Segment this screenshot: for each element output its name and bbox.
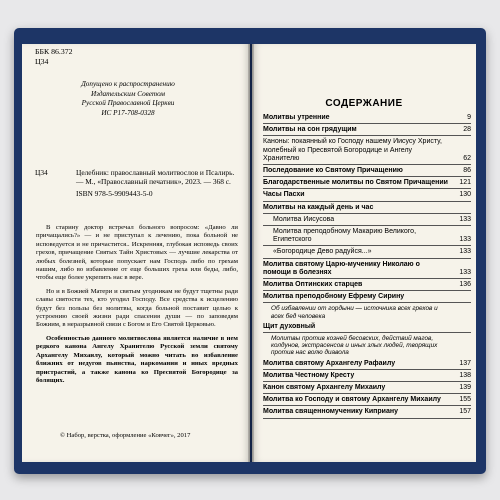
toc-entry-page: 139	[459, 384, 471, 392]
toc-entry-title: Молитвы утренние	[263, 114, 330, 121]
toc-entry-page: 28	[463, 126, 471, 134]
toc-entry-page: 138	[459, 371, 471, 379]
toc-entry-title: Благодарственные молитвы по Святом Причащении	[263, 179, 448, 187]
toc-entry	[263, 226, 471, 246]
bibliographic-record	[76, 168, 236, 198]
toc-entry-page: 133	[459, 236, 471, 244]
toc-entry	[263, 382, 471, 394]
toc-entry-title: Молитва преподобному Макарию Великого, Египетского	[273, 228, 417, 244]
paragraph: Но и в Божией Матери и святым угодникам не будут тщетны ради славы святости тех, кто угодил Господу. Все средства к исцелению будут без пользы без молитвы, когда больной поставит целью к устроению своей жизни ради спасения души — по заповедям Божиим, в неразрывной связи с Богом и Его Святой Церковью.	[36, 287, 238, 329]
toc-entry-title: Молитва Оптинских старцев	[263, 281, 363, 289]
toc-entry	[263, 406, 471, 418]
toc-entry-page: 136	[459, 281, 471, 289]
toc-entry-page: 133	[459, 215, 471, 223]
toc-entry-title: Щит духовный	[263, 322, 316, 330]
toc-entry	[263, 303, 471, 320]
toc-entry-page: 62	[463, 154, 471, 162]
toc-entry-title: Молитва священномученику Киприану	[263, 408, 398, 416]
toc-entry	[263, 214, 471, 226]
toc-entry	[263, 394, 471, 406]
intro-text	[36, 224, 238, 390]
toc-entry	[263, 189, 471, 201]
toc-entry-title: Часы Пасхи	[263, 191, 305, 199]
toc-entry	[263, 177, 471, 189]
toc-entry	[263, 136, 471, 165]
toc-entry	[263, 124, 471, 136]
toc-entry-title: «Богородице Дево радуйся...»	[273, 248, 372, 256]
bold-paragraph: Особенностью данного молитвослова является наличие в нем редкого канона Ангелу Хранителю Русской земли святому Архангелу Михаилу, который можно читать во избавление ближних от недугов пьянства, наркомании и иных вредных пристрастий, а также канона ко Пресвятой Богородице за болящих.	[36, 334, 238, 384]
catalog-code: Ц34	[35, 57, 49, 66]
toc-entry-title: Об избавлении от гордыни — источника всех грехов и всех бед человека	[271, 305, 438, 320]
toc-entry-title: Молитва святому Царю-мученику Николаю о помощи в болезнях	[263, 260, 420, 276]
toc-entry-title: Молитва Иисусова	[273, 215, 335, 223]
toc-entry-page: 155	[459, 396, 471, 404]
toc-entry-title: Молитва ко Господу и святому Архангелу Михаилу	[263, 396, 441, 404]
toc-entry-title: Последование ко Святому Причащению	[263, 167, 403, 175]
toc-entry	[263, 246, 471, 258]
toc-entry-page: 133	[459, 268, 471, 276]
toc-entry	[263, 358, 471, 370]
toc-entry-title: Молитва преподобному Ефрему Сирину	[263, 293, 405, 301]
toc-entry-title: Молитва святому Архангелу Рафаилу	[263, 359, 396, 367]
toc-entry-title: Молитва Честному Кресту	[263, 371, 355, 379]
bbk-code: ББК 86.372	[35, 47, 73, 56]
toc-entry-title: Молитвы против козней бесовских, действий магов, колдунов, экстрасенсов и иных злых людей, творящих против нас волю диавола	[271, 335, 438, 357]
toc-entry-page: 157	[459, 408, 471, 416]
approval-line: Русской Православной Церкви	[81, 99, 175, 108]
bib-text: Целебник: православный молитвослов и Псалирь. — М., «Православный печатник», 2023. — 368 с.	[76, 168, 235, 187]
toc-title: СОДЕРЖАНИЕ	[325, 98, 403, 109]
bbk-block	[35, 47, 73, 67]
toc-entry-title: Молитвы на сон грядущим	[263, 126, 357, 134]
toc-entry	[263, 279, 471, 291]
toc-entry-page: 86	[463, 167, 471, 175]
toc-entry-title: Молитвы на каждый день и час	[263, 203, 374, 211]
toc-entry-page: 130	[459, 191, 471, 199]
toc-entry-title: Канон святому Архангелу Михаилу	[263, 384, 386, 392]
toc-entry	[263, 333, 471, 358]
toc-entry-title: Каноны: покаянный ко Господу нашему Иисусу Христу, молебный ко Пресвятой Богородице и Ангелу Хранителю	[263, 138, 442, 162]
toc-entry-page: 9	[467, 114, 471, 121]
toc-entry-page: 121	[459, 179, 471, 187]
toc-entry	[263, 321, 471, 333]
isbn: ISBN 978-5-9909443-5-0	[76, 188, 153, 198]
toc-entry-page: 133	[459, 248, 471, 256]
toc-entry	[263, 112, 471, 124]
bib-code: Ц34	[35, 168, 48, 177]
table-of-contents	[263, 112, 471, 419]
toc-entry	[263, 370, 471, 382]
approval-block	[58, 80, 198, 118]
toc-entry	[263, 202, 471, 214]
approval-line: Допущено к распространению	[81, 80, 175, 88]
paragraph: В старину доктор встречал больного вопросом: «Давно ли причащались?» — и не приступал к лечению, пока больной не исповедуется и не причастится.. Искренняя, глубокая исповедь своих грехов, причащение Святых Тайн Христовых — лучшие лекарства от любых болезней, которые попускает нам Господь либо по грехам нашим, либо во избавление от еще больших греха или беды, либо, чтобы еще более укрепить нас в вере.	[36, 224, 238, 282]
toc-entry	[263, 291, 471, 303]
approval-line: Издательским Советом	[90, 89, 165, 98]
approval-line: ИС Р17-708-0328	[101, 108, 155, 117]
copyright: © Набор, верстка, оформление «Ковчег», 2017	[60, 432, 191, 439]
toc-entry-page: 137	[459, 359, 471, 367]
toc-entry	[263, 165, 471, 177]
toc-entry	[263, 259, 471, 279]
